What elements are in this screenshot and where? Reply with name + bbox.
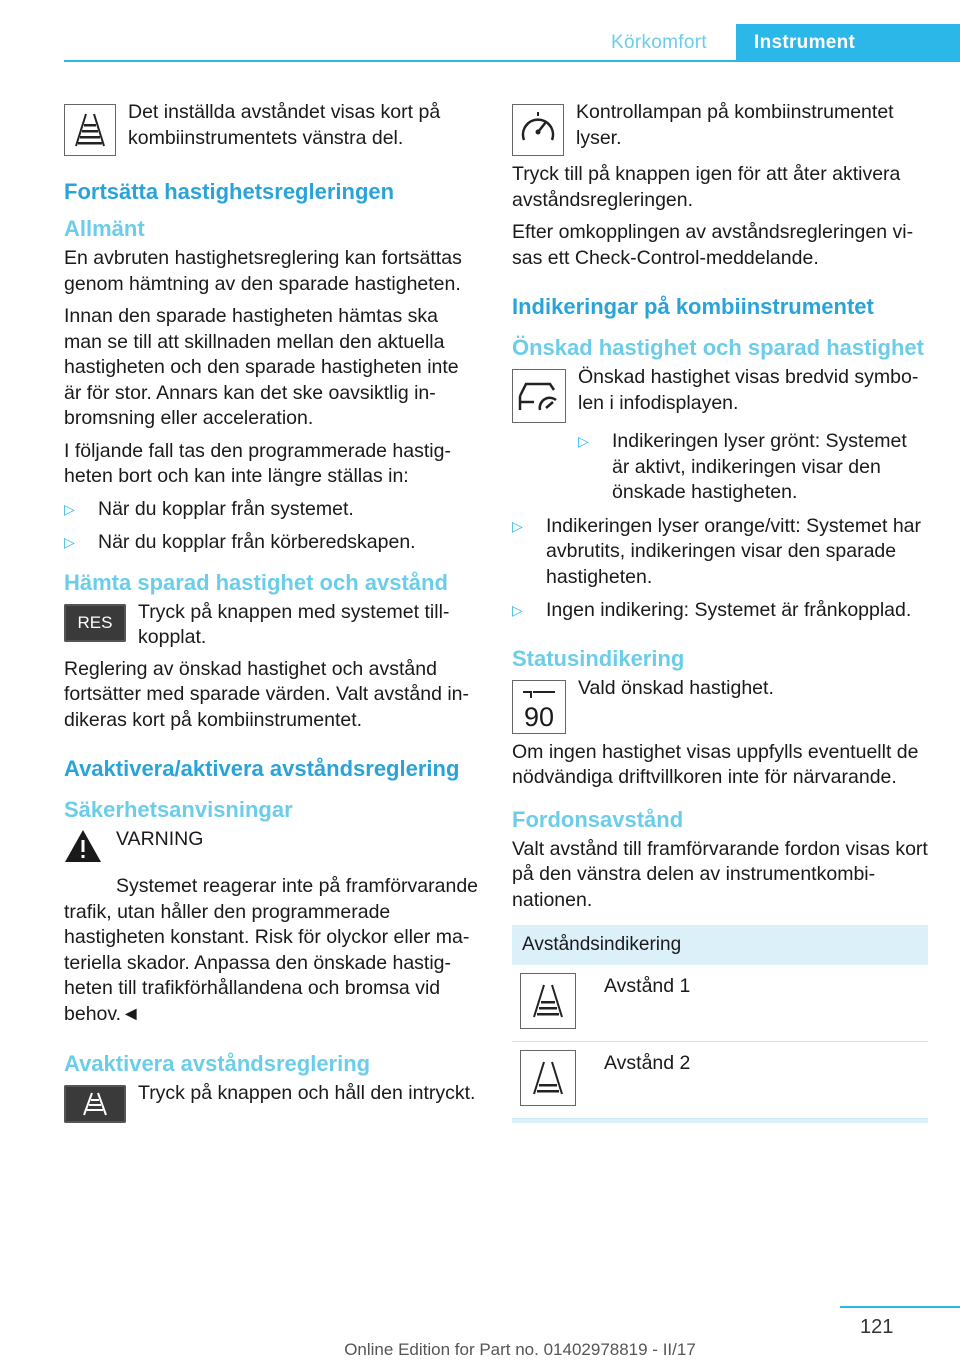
status-paragraph: Om ingen hastighet visas uppfylls eventuellt de nödvändiga driftvillkoren inte för närvarande. <box>512 740 919 788</box>
table-header: Avståndsindikering <box>512 925 928 965</box>
heading-indicators: Indikeringar på kombiinstrumentet <box>512 294 874 319</box>
right-column <box>512 100 928 1123</box>
distance-paragraph: Valt avstånd till framförvarande fordon visas kort på den vänstra delen av instrumentkombinationen. <box>512 837 928 911</box>
list-item: ▷ Indikeringen lyser grönt: Systemet är aktivt, indikeringen visar den önskade hastigheten. <box>578 430 907 503</box>
triangle-bullet-icon: ▷ <box>578 433 589 449</box>
list-item: ▷ Ingen indikering: Systemet är frånkopplad. <box>512 598 928 624</box>
heading-safety: Säkerhetsanvisningar <box>64 797 293 822</box>
triangle-bullet-icon: ▷ <box>512 602 523 618</box>
heading-deactivate: Avaktivera avståndsreglering <box>64 1051 371 1076</box>
warning-triangle-icon <box>64 829 102 868</box>
reactivate-paragraph: Tryck till på knappen igen för att åter aktivera avståndsregleringen. <box>512 163 901 211</box>
res-button-icon: RES <box>64 604 126 642</box>
general-bullet-list <box>64 497 480 556</box>
deactivate-text: Tryck på knappen och håll den intryckt. <box>138 1082 476 1104</box>
heading-status: Statusindikering <box>512 645 685 671</box>
set-speed-value: 90 <box>523 701 555 732</box>
heading-fetch: Hämta sparad hastighet och avstånd <box>64 569 448 595</box>
header-tab-instrument[interactable]: Instrument <box>736 24 960 62</box>
res-row <box>64 600 480 651</box>
heading-distance: Fordonsavstånd <box>512 806 684 832</box>
set-speed-icon <box>512 680 566 734</box>
general-paragraph-3: I följande fall tas den programmerade hastigheten bort och kan inte längre ställas in: <box>64 439 451 487</box>
warning-text: Systemet reagerar inte på framförvarande trafik, utan håller den programmerade hastigheten konstant. Risk för olyckor eller materiella skador. Anpassa den önskade hastigheten till trafikförhållandena och bromsa vid behov.◄ <box>64 875 479 1025</box>
table-end-rule <box>512 1119 928 1123</box>
distance-2-icon <box>520 1050 576 1106</box>
distance-table <box>512 925 928 1123</box>
distance-road-icon <box>64 104 116 156</box>
page-number-rule <box>840 1306 960 1308</box>
cruise-control-icon <box>512 369 566 423</box>
triangle-bullet-icon: ▷ <box>64 534 75 550</box>
desired-bullet-list <box>512 514 928 624</box>
table-cell: Avstånd 2 <box>604 1052 691 1074</box>
left-column <box>64 100 480 1129</box>
table-cell: Avstånd 1 <box>604 975 691 997</box>
fetch-paragraph: Reglering av önskad hastighet och avstånd fortsätter med sparade värden. Valt avstånd indikeras kort på kombiinstrumentet. <box>64 657 470 731</box>
general-paragraph-1: En avbruten hastighetsreglering kan fortsättas genom hämtning av den sparade hastigheten. <box>64 247 462 295</box>
header-tab-korkomfort[interactable]: Körkomfort <box>611 32 707 53</box>
heading-continue: Fortsätta hastighetsregleringen <box>64 179 395 204</box>
general-paragraph-2: Innan den sparade hastigheten hämtas ska man se till att skillnaden mellan den aktuella hastigheten och den sparade hastigheten inte är för stor. Annars kan det ske oavsiktlig inbromsning eller acceleration. <box>64 305 459 429</box>
distance-intro-text: Det inställda avståndet visas kort på kombiinstrumentets vänstra del. <box>128 101 441 149</box>
list-item: ▷ Indikeringen lyser orange/vitt: Systemet har avbrutits, indikeringen visar den sparade hastigheten. <box>512 514 922 588</box>
heading-desired: Önskad hastighet och sparad hastighet <box>512 335 924 360</box>
list-item: ▷ När du kopplar från körberedskapen. <box>64 530 480 556</box>
list-item: ▷ När du kopplar från systemet. <box>64 497 480 523</box>
distance-intro-row <box>64 100 480 156</box>
warning-block <box>64 827 480 1027</box>
footer-edition: Online Edition for Part no. 01402978819 - II/17 <box>344 1340 696 1359</box>
heading-toggle: Avaktivera/aktivera avståndsreglering <box>64 756 460 781</box>
desired-row <box>512 365 928 423</box>
desired-sub-list <box>512 429 928 506</box>
table-row <box>512 965 928 1042</box>
triangle-bullet-icon: ▷ <box>512 517 523 534</box>
warning-title: VARNING <box>116 828 204 850</box>
lamp-row <box>512 100 928 156</box>
distance-1-icon <box>520 973 576 1029</box>
distance-button-icon <box>64 1085 126 1123</box>
lamp-text: Kontrollampan på kombiinstrumentet lyser. <box>576 101 894 149</box>
status-row <box>512 676 928 734</box>
desired-text: Önskad hastighet visas bredvid symbolen i infodisplayen. <box>578 366 919 414</box>
res-text: Tryck på knappen med systemet tillkopplat. <box>138 600 450 648</box>
heading-general: Allmänt <box>64 216 145 241</box>
triangle-bullet-icon: ▷ <box>64 500 75 517</box>
status-text: Vald önskad hastighet. <box>578 676 774 699</box>
speedometer-icon <box>512 104 564 156</box>
deactivate-row <box>64 1081 480 1123</box>
page-number: 121 <box>860 1316 894 1338</box>
table-row <box>512 1042 928 1119</box>
after-paragraph: Efter omkopplingen av avståndsregleringen visas ett Check-Control-meddelande. <box>512 221 914 269</box>
